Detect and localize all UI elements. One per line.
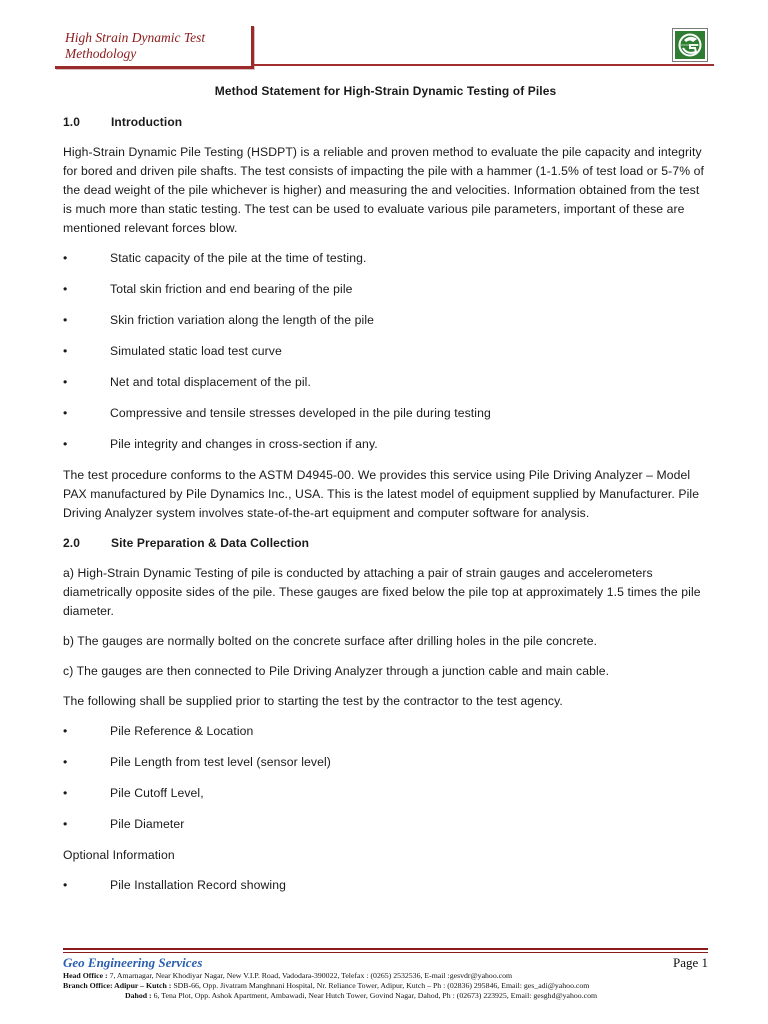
list-item-text: Pile Cutoff Level, (110, 786, 204, 800)
list-item (63, 722, 708, 741)
footer-rule-thin (63, 952, 708, 953)
list-item-text: Total skin friction and end bearing of the pile (110, 282, 353, 296)
list-item-text: Pile Length from test level (sensor level) (110, 755, 331, 769)
bullet-icon: • (63, 406, 68, 420)
list-item-text: Static capacity of the pile at the time of testing. (110, 251, 367, 265)
bullet-icon: • (63, 437, 68, 451)
list-item-text: Pile integrity and changes in cross-section if any. (110, 437, 378, 451)
paragraph-b: b) The gauges are normally bolted on the concrete surface after drilling holes in the pile concrete. (63, 634, 598, 648)
list-item (63, 784, 708, 803)
paragraph-c: c) The gauges are then connected to Pile Driving Analyzer through a junction cable and main cable. (63, 664, 610, 678)
document-title: Method Statement for High-Strain Dynamic Testing of Piles (214, 84, 557, 98)
bullet-icon: • (63, 755, 68, 769)
head-office-address: 7, Amarnagar, Near Khodiyar Nagar, New V.I.P. Road, Vadodara-390022, Telefax : (0265) 2532536, E-mail :gesvdr@yahoo.com (109, 971, 513, 980)
paragraph-a: a) High-Strain Dynamic Testing of pile is conducted by attaching a pair of strain gauges and accelerometers diametrically opposite sides of the pile. These gauges are fixed below the pile top at approximately 1.5 times the pile diameter. (63, 566, 701, 618)
company-logo-icon (672, 28, 708, 62)
list-item-text: Skin friction variation along the length of the pile (110, 313, 375, 327)
section-2-number: 2.0 (63, 536, 80, 550)
bullet-icon: • (63, 313, 68, 327)
section-1-title: Introduction (111, 115, 183, 129)
footer-rule (63, 948, 708, 950)
list-item (63, 435, 708, 454)
header-title: High Strain Dynamic Test Methodology (65, 30, 206, 61)
intro-paragraph: High-Strain Dynamic Pile Testing (HSDPT) is a reliable and proven method to evaluate the pile capacity and integrity for bored and driven pile shafts. The test consists of impacting the pile with a hammer (1-1.5% of test load or 5-7% of the dead weight of the pile whichever is higher) and measuring the and velocities. Information obtained from the test is much more than static testing. The test can be used to evaluate various pile parameters, important of these are mentioned relevant forces blow. (63, 145, 705, 235)
list-item-text: Pile Installation Record showing (110, 878, 286, 892)
company-name: Geo Engineering Services (63, 955, 203, 970)
list-item (63, 280, 708, 299)
bullet-icon: • (63, 375, 68, 389)
bullet-icon: • (63, 724, 68, 738)
bullet-icon: • (63, 878, 68, 892)
bullet-icon: • (63, 251, 68, 265)
list-item (63, 373, 708, 392)
header-rule (251, 64, 714, 66)
dahod-office-label: Dahod : (125, 991, 152, 1000)
bullet-icon: • (63, 817, 68, 831)
list-item-text: Pile Diameter (110, 817, 185, 831)
section-2-title: Site Preparation & Data Collection (111, 536, 310, 550)
list-item (63, 311, 708, 330)
list-item-text: Simulated static load test curve (110, 344, 282, 358)
optional-info-label: Optional Information (63, 848, 175, 862)
branch-office-label: Branch Office: Adipur – Kutch : (63, 981, 172, 990)
document-body (63, 82, 708, 907)
dahod-office-line (63, 991, 708, 1001)
supply-paragraph: The following shall be supplied prior to starting the test by the contractor to the test agency. (63, 694, 563, 708)
bullet-icon: • (63, 786, 68, 800)
list-item (63, 249, 708, 268)
bullet-icon: • (63, 282, 68, 296)
page-footer (63, 948, 708, 1001)
list-item (63, 815, 708, 834)
list-item (63, 876, 708, 895)
list-item (63, 342, 708, 361)
list-item (63, 404, 708, 423)
page-number: Page 1 (672, 955, 708, 970)
branch-office-address: SDB-66, Opp. Jivatram Manghnani Hospital, Nr. Reliance Tower, Adipur, Kutch – Ph : (02836) 295846, Email: ges_adi@yahoo.com (173, 981, 590, 990)
header-title-box (55, 26, 254, 69)
section-1-number: 1.0 (63, 115, 80, 129)
bullet-icon: • (63, 344, 68, 358)
section-2-heading (63, 534, 708, 553)
dahod-office-address: 6, Tena Plot, Opp. Ashok Apartment, Ambawadi, Near Hutch Tower, Govind Nagar, Dahod, Ph : (02673) 223925, Email: gesghd@yahoo.com (153, 991, 598, 1000)
head-office-line (63, 971, 708, 981)
list-item-text: Net and total displacement of the pil. (110, 375, 311, 389)
list-item-text: Pile Reference & Location (110, 724, 254, 738)
branch-office-line (63, 981, 708, 991)
head-office-label: Head Office : (63, 971, 108, 980)
list-item (63, 753, 708, 772)
procedure-paragraph: The test procedure conforms to the ASTM D4945-00. We provides this service using Pile Driving Analyzer – Model PAX manufactured by Pile Dynamics Inc., USA. This is the latest model of equipment supplied by Manufacturer. Pile Driving Analyzer system involves state-of-the-art equipment and computer software for analysis. (63, 468, 700, 520)
list-item-text: Compressive and tensile stresses developed in the pile during testing (110, 406, 491, 420)
section-1-heading (63, 113, 708, 132)
